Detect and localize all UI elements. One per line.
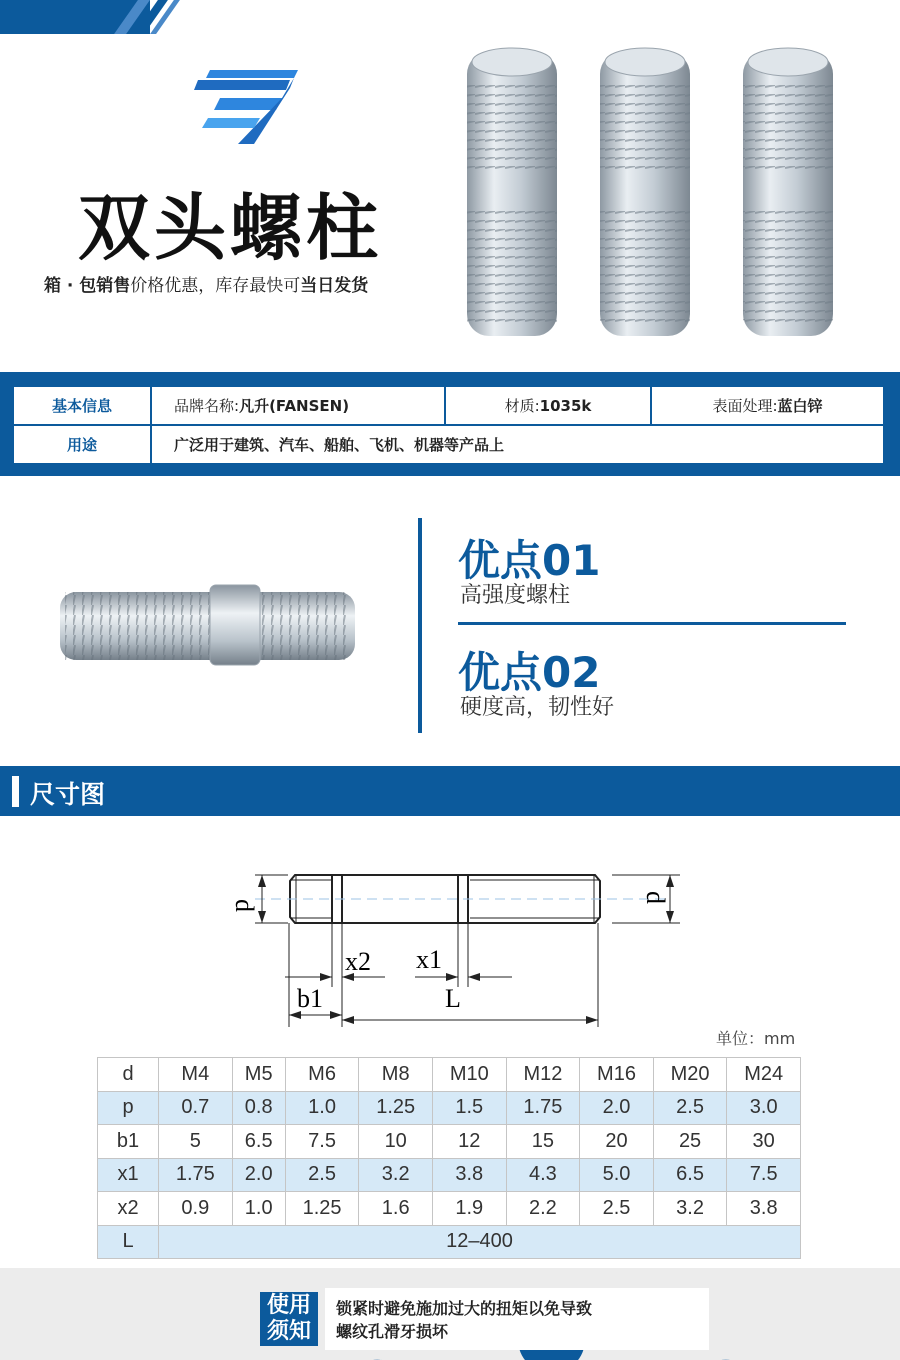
slogan-text: 价格优惠，库存最快可 xyxy=(130,276,301,296)
table-cell: M10 xyxy=(433,1058,507,1092)
material-value: 1035k xyxy=(539,397,592,415)
advantage-1-desc: 高强度螺柱 xyxy=(460,583,571,608)
table-cell: 12–400 xyxy=(159,1225,801,1259)
table-cell: M16 xyxy=(580,1058,654,1092)
table-cell: p xyxy=(98,1091,159,1125)
table-cell: 7.5 xyxy=(727,1158,801,1192)
slogan-bold-1: 箱 · 包销售 xyxy=(44,276,131,296)
usage-cell xyxy=(151,425,884,464)
size-section-header xyxy=(0,766,900,816)
table-cell: M8 xyxy=(359,1058,433,1092)
size-section-title: 尺寸图 xyxy=(30,780,106,809)
table-cell: M6 xyxy=(285,1058,359,1092)
table-cell: M24 xyxy=(727,1058,801,1092)
brand-cell xyxy=(151,386,445,425)
table-cell: M5 xyxy=(232,1058,285,1092)
notice-text xyxy=(325,1288,709,1350)
dim-b1: b1 xyxy=(297,984,323,1013)
table-cell: 20 xyxy=(580,1125,654,1159)
slogan-bold-2: 当日发货 xyxy=(300,276,369,296)
stud-bolts-photo xyxy=(455,40,875,340)
advantage-1-title: 优点01 xyxy=(458,536,601,585)
table-cell: 4.3 xyxy=(506,1158,580,1192)
spec-table xyxy=(97,1057,801,1259)
notice-label-line2: 须知 xyxy=(266,1319,311,1344)
table-row xyxy=(98,1225,801,1259)
advantages-divider xyxy=(458,622,846,625)
table-cell: 2.5 xyxy=(285,1158,359,1192)
brand-logo-icon xyxy=(190,66,300,148)
notice-label xyxy=(260,1292,318,1346)
table-cell: 1.75 xyxy=(506,1091,580,1125)
table-cell: 3.8 xyxy=(727,1192,801,1226)
table-cell: 1.9 xyxy=(433,1192,507,1226)
surface-label: 表面处理: xyxy=(712,397,778,415)
dim-x1: x1 xyxy=(416,945,442,974)
brand-label: 品牌名称: xyxy=(174,397,240,415)
notice-line-1: 锁紧时避免施加过大的扭矩以免导致 xyxy=(336,1299,593,1318)
table-cell: x2 xyxy=(98,1192,159,1226)
table-cell: 3.0 xyxy=(727,1091,801,1125)
dim-L: L xyxy=(445,984,461,1013)
advantages-divider-vertical xyxy=(418,518,422,733)
unit-label: 单位：mm xyxy=(716,1029,796,1048)
table-row xyxy=(98,1158,801,1192)
table-cell: 12 xyxy=(433,1125,507,1159)
material-label: 材质: xyxy=(504,397,540,415)
table-cell: 1.25 xyxy=(285,1192,359,1226)
table-cell: 0.8 xyxy=(232,1091,285,1125)
table-cell: 0.9 xyxy=(159,1192,233,1226)
advantage-2-desc: 硬度高，韧性好 xyxy=(460,695,615,720)
top-decoration-bar xyxy=(0,0,150,34)
surface-value: 蓝白锌 xyxy=(777,397,823,415)
table-cell: 6.5 xyxy=(653,1158,727,1192)
table-cell: 2.0 xyxy=(580,1091,654,1125)
page-title: 双头螺柱 xyxy=(78,186,383,270)
dimension-diagram xyxy=(200,845,700,1035)
table-cell: 2.2 xyxy=(506,1192,580,1226)
table-cell: b1 xyxy=(98,1125,159,1159)
table-cell: 10 xyxy=(359,1125,433,1159)
basic-info-label: 基本信息 xyxy=(13,386,151,425)
table-cell: 1.0 xyxy=(285,1091,359,1125)
surface-cell xyxy=(651,386,884,425)
dim-x2: x2 xyxy=(345,947,371,976)
stud-bolt-2 xyxy=(600,48,690,336)
table-cell: 7.5 xyxy=(285,1125,359,1159)
table-cell: x1 xyxy=(98,1158,159,1192)
table-cell: 1.75 xyxy=(159,1158,233,1192)
table-cell: 1.25 xyxy=(359,1091,433,1125)
table-cell: L xyxy=(98,1225,159,1259)
table-cell: 2.5 xyxy=(653,1091,727,1125)
spec-header-row xyxy=(98,1058,801,1092)
table-cell: 5 xyxy=(159,1125,233,1159)
table-cell: M12 xyxy=(506,1058,580,1092)
table-row xyxy=(98,1192,801,1226)
table-cell: M4 xyxy=(159,1058,233,1092)
slogan xyxy=(44,271,368,296)
table-cell: 1.6 xyxy=(359,1192,433,1226)
material-cell xyxy=(445,386,651,425)
notice-line-2: 螺纹孔滑牙损坏 xyxy=(336,1322,449,1341)
table-cell: M20 xyxy=(653,1058,727,1092)
dim-d-left: d xyxy=(230,899,259,912)
usage-label: 用途 xyxy=(13,425,151,464)
stud-bolt-side-photo xyxy=(55,575,360,670)
table-row xyxy=(98,1125,801,1159)
dim-d-right: d xyxy=(641,891,670,904)
basic-info-table xyxy=(12,385,885,465)
table-cell: 3.8 xyxy=(433,1158,507,1192)
table-cell: 30 xyxy=(727,1125,801,1159)
table-cell: 6.5 xyxy=(232,1125,285,1159)
table-cell: 25 xyxy=(653,1125,727,1159)
table-cell: 15 xyxy=(506,1125,580,1159)
table-cell: 1.0 xyxy=(232,1192,285,1226)
table-cell: 2.5 xyxy=(580,1192,654,1226)
brand-value: 凡升(FANSEN) xyxy=(239,397,350,415)
table-cell: 1.5 xyxy=(433,1091,507,1125)
section-marker xyxy=(12,776,19,807)
stud-bolt-3 xyxy=(743,48,833,336)
table-cell: 3.2 xyxy=(359,1158,433,1192)
table-cell: d xyxy=(98,1058,159,1092)
table-cell: 5.0 xyxy=(580,1158,654,1192)
notice-label-line1: 使用 xyxy=(266,1293,311,1318)
advantage-2-title: 优点02 xyxy=(458,648,601,697)
table-cell: 3.2 xyxy=(653,1192,727,1226)
table-cell: 2.0 xyxy=(232,1158,285,1192)
table-row xyxy=(98,1091,801,1125)
stud-bolt-1 xyxy=(467,48,557,336)
table-cell: 0.7 xyxy=(159,1091,233,1125)
usage-value: 广泛用于建筑、汽车、船舶、飞机、机器等产品上 xyxy=(174,436,505,454)
